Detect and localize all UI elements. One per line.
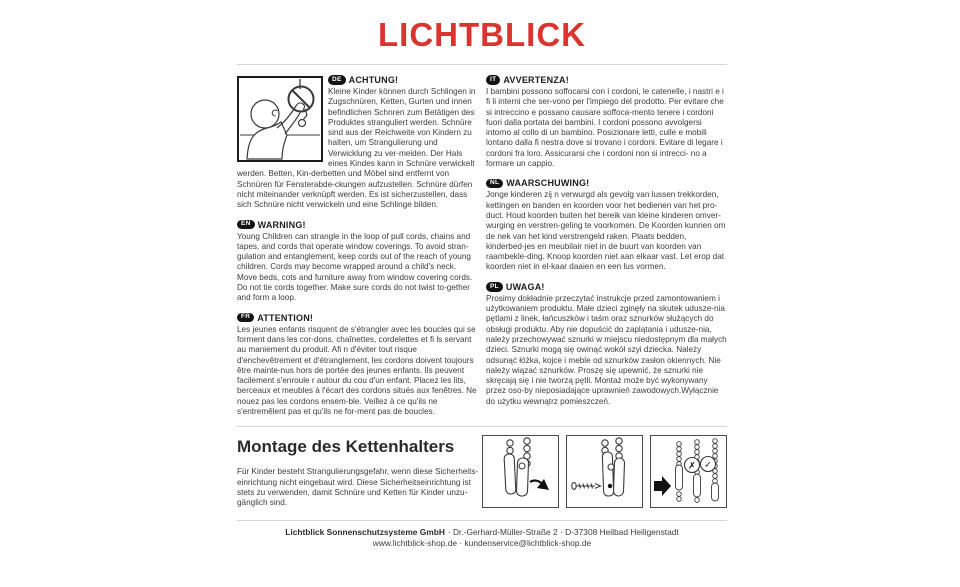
warning-section-it [486, 75, 727, 169]
warning-title-nl: WAARSCHUWING! [506, 178, 590, 189]
warnings-columns [237, 65, 727, 426]
column-left [237, 75, 478, 426]
warning-title-fr: ATTENTION! [257, 312, 314, 323]
chain-holder [602, 452, 624, 496]
montage-step-1-diagram [482, 435, 559, 508]
footer-address: · Dr.-Gerhard-Müller-Straße 2 · D-37308 Heilbad Heiligenstadt [447, 526, 679, 537]
bead-chain-with-holder [676, 442, 683, 502]
language-badge-nl: NL [486, 179, 503, 189]
warning-heading-it [486, 75, 727, 85]
child-cord-warning-illustration [237, 76, 323, 162]
rotate-chain-holder-drawing [483, 436, 558, 507]
warning-body-en: Young Children can strangle in the loop of pull cords, chains and tapes, and cords that operate window coverings. To avoid stran-gulation and entanglement, keep cords out of the reach of young children. Cords may become wrapped around a child's neck. Move beds, cots and furniture away from window covering cords. Do not tie cords together. Make sure cords do not twist to-gether and form a loop. [237, 231, 473, 303]
footer-contact: www.lichtblick-shop.de · kundenservice@lichtblick-shop.de [372, 537, 592, 548]
warning-section-nl [486, 178, 727, 272]
montage-section [237, 427, 727, 519]
column-right [486, 75, 727, 426]
svg-text:✗: ✗ [688, 460, 696, 471]
warning-body-pl: Prosimy dokładnie przeczytać instrukcje przed zamontowaniem i użytkowaniem produktu. Małe dzieci zginęły na skutek udusze-nia pętlami z linek, łańcuszków i taśm oraz sznurków służących do obsługi produktu. Aby nie dopuścić do zaplątania i udusze-nia, należy przechowywać sznurki w miejscu niedostępnym dla małych dzieci. Sznurki mogą się owinąć wokół szyi dziecka. Należy odsunąć łóżka, kojce i meble od sznurków zasłon okiennych. Nie należy wiązać sznurków. Proszę się upewnić, że sznurki nie skręcają się i nie tworzą pętli. Montaż może być wykonywany przez oso-by nieposiadające uprawnień zawodowych.Wyłącznie do użytku wewnątrz pomieszczeń. [486, 293, 727, 406]
warning-body-fr: Les jeunes enfants risquent de s'étrangler avec les boucles qui se forment dans les cor-dons, chaînettes, cordelettes et fi ls servant au maniement du produit. Afi n d'éviter tout risque d'enchevêtrement et d'étranglement, les cordons doivent toujours être mainte-nus hors de portée des jeunes enfants. Ils peuvent facilement s'enroule r autour du cou d'un enfant. Placez les lits, berceaux et meubles à l'écart des cordons situés aux fenêtres. Ne nouez pas les cordons ensem-ble. Veillez à ce qu'ils ne s'entremêlent pas et qu'ils ne for-ment pas de boucles. [237, 324, 477, 417]
warning-title-pl: UWAGA! [505, 281, 545, 292]
montage-body: Für Kinder besteht Strangulierungsgefahr, wenn diese Sicherheits-einrichtung nicht eingebaut wird. Diese Sicherheitseinrichtung ist stets zu verwenden, damit Schnüre und Ketten für Kinder unzu-gänglich sind. [237, 467, 479, 508]
language-badge-pl: PL [486, 282, 503, 292]
warning-section-fr [237, 313, 478, 418]
warning-section-de [237, 75, 478, 211]
correct-icon [701, 457, 716, 472]
cord-loop [299, 120, 306, 127]
chain-holder [504, 454, 529, 496]
content-wrapper [237, 18, 727, 549]
wrong-icon [685, 458, 700, 473]
montage-step-3-diagram [650, 435, 727, 508]
screw-chain-holder-drawing [567, 436, 642, 507]
child-head [251, 100, 279, 128]
language-badge-fr: FR [237, 313, 254, 323]
screw-point-marker [608, 484, 612, 488]
warning-body-nl: Jonge kinderen zij n verwurgd als gevolg van lussen trekkorden, kettingen en banden en koorden voor het bedienen van het pro-duct. Houd koorden buiten het bereik van kleine kinderen omver-wurging en verstren-geling te voorkomen. De Koorden kunnen om de nek van het kind verstrengeld raken. Plaats bedden, kinderbed-jes en meubilair niet in de buurt van koorden van raambekle-ding. Knoop koorden niet aan elkaar vast. Let erop dat koorden niet in el-kaar daaien en een lus vormen. [486, 190, 726, 272]
svg-text:✓: ✓ [704, 459, 712, 470]
warning-title-de: ACHTUNG! [348, 75, 399, 85]
language-badge-it: IT [486, 75, 500, 85]
footer-company: Lichtblick Sonnenschutzsysteme GmbH [285, 526, 445, 537]
footer [237, 521, 727, 549]
warning-body-it: I bambini possono soffocarsi con i cordoni, le catenelle, i nastri e i fi li interni che ser-vono per l'impiego del prodotto. Per evitare che si intreccino e possano causare soffoca-mento tenere i cordoni fuori dalla portata dei bambini. I cordoni possono avvolgersi intorno al collo di un bambino. Posizionare letti, culle e mobili lontano dalla fi nestra dove si trovano i cordoni. Evitare di legare i cordoni fra loro. Assicurarsi che i cordoni non si intrecci- no a formare un cappio. [486, 87, 724, 169]
screw-icon [572, 483, 601, 490]
footer-line-1 [237, 527, 727, 538]
child-cord-warning-drawing [239, 78, 321, 160]
chain-right-wrong-drawing [651, 436, 726, 507]
warning-body-de: Kleine Kinder können durch Schlingen in Zugschnüren, Ketten, Gurten und innen befindlichen Schnren zum Betätigen des Produktes stranguliert werden. Schnüre sind aus der Reichweite von Kindern zu halten, um Strangulierung und Verwicklung zu ver-meiden. Der Hals eines Kindes kann in Schnüre verwickelt werden. Betten, Kin-derbetten und Möbel sind entfernt von Schnüren für Fensterabde-ckungen aufzustellen. Schnüre dürfen nicht miteinander verknüpft werden. Es ist sicherzustellen, dass sich Schnüre nicht verwickeln und eine Schlinge bilden. [237, 87, 476, 210]
montage-title: Montage des Kettenhalters [237, 437, 455, 457]
warning-title-en: WARNING! [257, 219, 306, 230]
warning-heading-en [237, 220, 478, 230]
child-hand [296, 103, 305, 110]
montage-text-block [237, 435, 479, 508]
arrow-right-icon [654, 476, 671, 496]
warning-heading-fr [237, 313, 478, 323]
warning-section-en [237, 220, 478, 304]
warning-heading-nl [486, 178, 727, 188]
montage-diagrams [482, 435, 727, 508]
rotate-arrow-icon [530, 479, 549, 490]
warning-section-pl [486, 282, 727, 407]
brand-logo: LICHTBLICK [378, 16, 586, 53]
language-badge-de: DE [328, 75, 346, 85]
warning-title-it: AVVERTENZA! [503, 75, 569, 85]
language-badge-en: EN [237, 220, 255, 230]
warning-heading-pl [486, 282, 727, 292]
montage-step-2-diagram [566, 435, 643, 508]
warning-heading-de [328, 75, 478, 85]
